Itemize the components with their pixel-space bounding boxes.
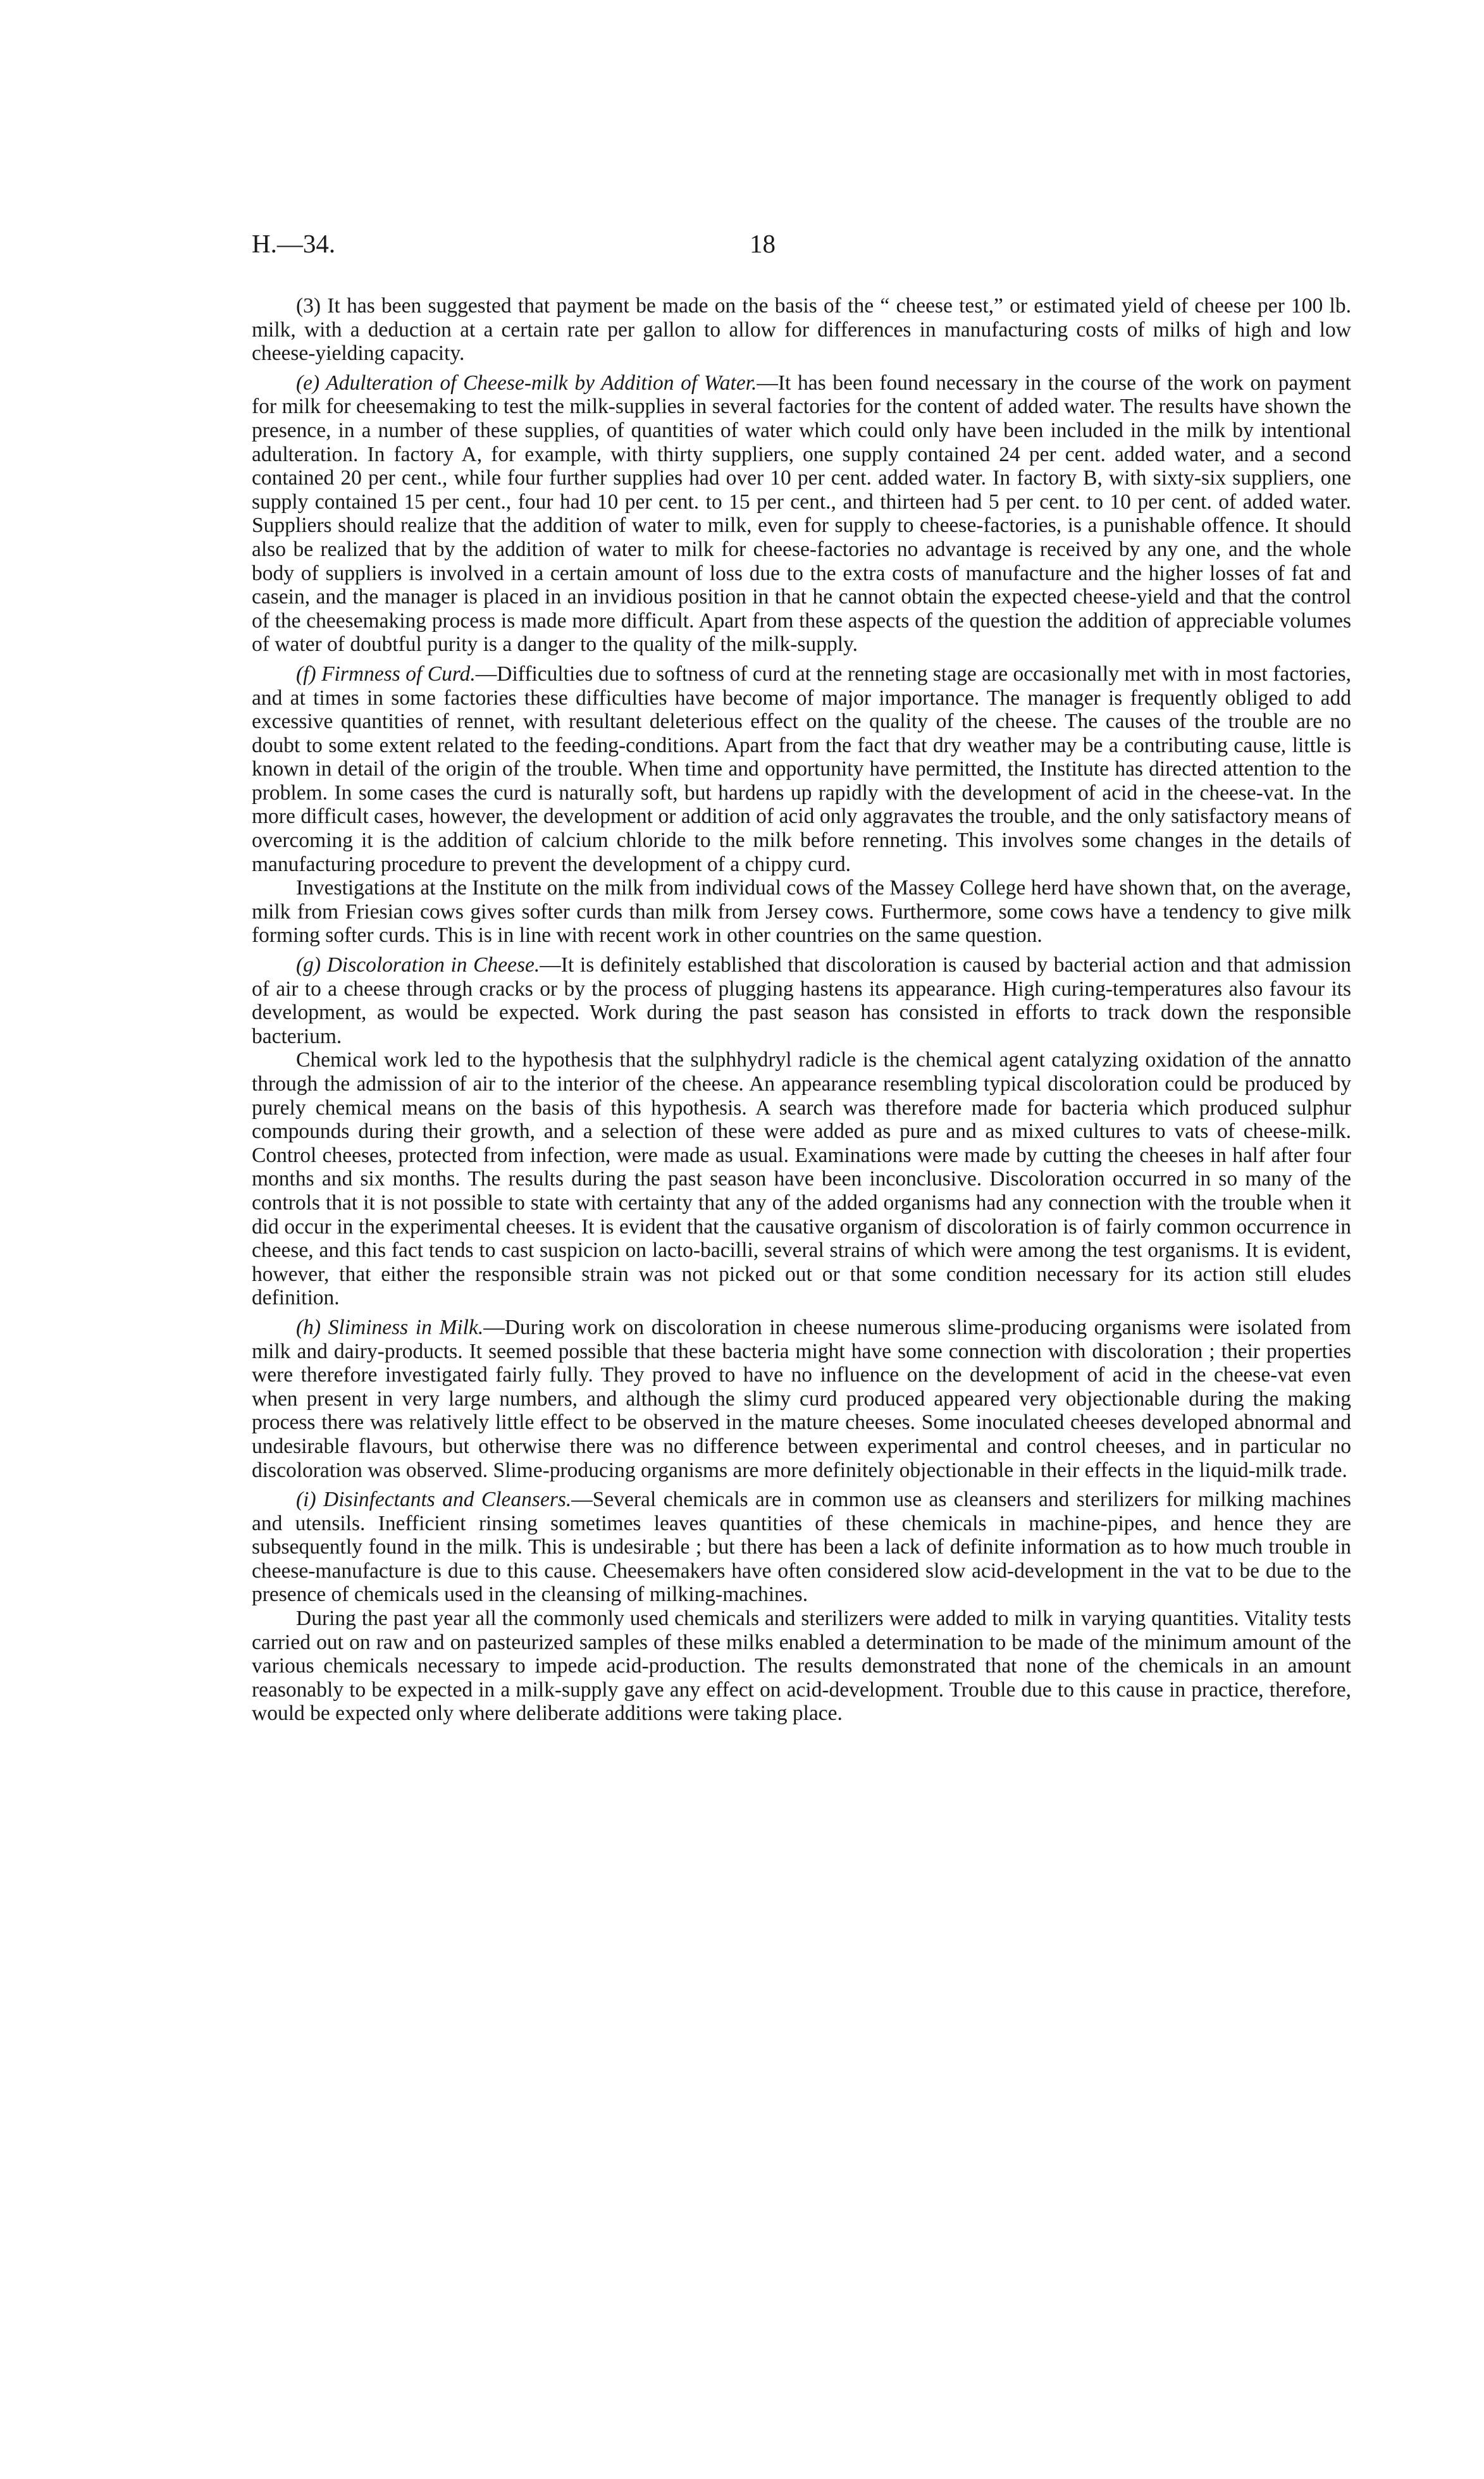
section-heading: (g) Discoloration in Cheese. — [296, 953, 540, 977]
document-page — [252, 225, 1351, 1731]
paragraph — [252, 371, 1351, 657]
paragraph — [252, 1488, 1351, 1607]
page-number: 18 — [750, 229, 776, 258]
body-text — [252, 294, 1351, 1726]
paragraph-text: —It has been found necessary in the course of the work on payment for milk for cheesemaking to test the milk-supplies in several factories for the content of added water. The results have shown the presence, in a number of these supplies, of quantities of water which could only have been included in the milk by intentional adulteration. In factory A, for example, with thirty suppliers, one supply contained 24 per cent. added water, and a second contained 20 per cent., while four further supplies had over 10 per cent. added water. In factory B, with sixty-six suppliers, one supply contained 15 per cent., four had 10 per cent. to 15 per cent., and thirteen had 5 per cent. to 10 per cent. of added water. Suppliers should realize that the addition of water to milk, even for supply to cheese-factories, is a punishable offence. It should also be realized that by the addition of water to milk for cheese-factories no advantage is received by any one, and the whole body of suppliers is involved in a certain amount of loss due to the extra costs of manufacture and the higher losses of fat and casein, and the manager is placed in an invidious position in that he cannot obtain the expected cheese-yield and that the control of the cheesemaking process is made more difficult. Apart from these aspects of the question the addition of appreciable volumes of water of doubtful purity is a danger to the quality of the milk-supply. — [252, 371, 1351, 657]
section-heading: (h) Sliminess in Milk. — [296, 1315, 484, 1339]
section-heading: (e) Adulteration of Cheese-milk by Addition of Water. — [296, 371, 757, 395]
paragraph — [252, 662, 1351, 876]
paragraph — [252, 294, 1351, 366]
paragraph — [252, 1048, 1351, 1310]
paragraph — [252, 1607, 1351, 1726]
paragraph — [252, 1316, 1351, 1482]
page-header — [252, 225, 1351, 263]
section-heading: (i) Disinfectants and Cleansers. — [296, 1488, 572, 1512]
paragraph-text: —It is definitely established that discoloration is caused by bacterial action and that admission of air to a cheese through cracks or by the process of plugging hastens its appearance. High curing-temperatures also favour its development, as would be expected. Work during the past season has consisted in efforts to track down the responsible bacterium. — [252, 953, 1351, 1048]
paragraph-text: —During work on discoloration in cheese numerous slime-producing organisms were isolated from milk and dairy-products. It seemed possible that these bacteria might have some connection with discoloration ; their properties were therefore investigated fairly fully. They proved to have no influence on the development of acid in the cheese-vat even when present in very large numbers, and although the slimy curd produced appeared very objectionable during the making process there was relatively little effect to be observed in the mature cheeses. Some inoculated cheeses developed abnormal and undesirable flavours, but otherwise there was no difference between experimental and control cheeses, and in particular no discoloration was observed. Slime-producing organisms are more definitely objectionable in their effects in the liquid-milk trade. — [252, 1315, 1351, 1482]
paragraph-text: Chemical work led to the hypothesis that the sulphhydryl radicle is the chemical agent catalyzing oxidation of the annatto through the admission of air to the interior of the cheese. An appearance resembling typical discoloration could be produced by purely chemical means on the basis of this hypothesis. A search was therefore made for bacteria which produced sulphur compounds during their growth, and a selection of these were added as pure and as mixed cultures to vats of cheese-milk. Control cheeses, protected from infection, were made as usual. Examinations were made by cutting the cheeses in half after four months and six months. The results during the past season have been inconclusive. Discoloration occurred in so many of the controls that it is not possible to state with certainty that any of the added organisms had any connection with the trouble when it did occur in the experimental cheeses. It is evident that the causative organism of discoloration is of fairly common occurrence in cheese, and this fact tends to cast suspicion on lacto-bacilli, several strains of which were among the test organisms. It is evident, however, that either the responsible strain was not picked out or that some condition necessary for its action still eludes definition. — [252, 1048, 1351, 1310]
paragraph-text: (3) It has been suggested that payment be made on the basis of the “ cheese test,” or estimated yield of cheese per 100 lb. milk, with a deduction at a certain rate per gallon to allow for differences in manufacturing costs of milks of high and low cheese-yielding capacity. — [252, 294, 1351, 366]
paragraph-text: During the past year all the commonly used chemicals and sterilizers were added to milk in varying quantities. Vitality tests carried out on raw and on pasteurized samples of these milks enabled a determination to be made of the minimum amount of the various chemicals necessary to impede acid-production. The results demonstrated that none of the chemicals in an amount reasonably to be expected in a milk-supply gave any effect on acid-development. Trouble due to this cause in practice, therefore, would be expected only where deliberate additions were taking place. — [252, 1607, 1351, 1726]
paragraph-text: —Several chemicals are in common use as cleansers and sterilizers for milking machines and utensils. Inefficient rinsing sometimes leaves quantities of these chemicals in machine-pipes, and hence they are subsequently found in the milk. This is undesirable ; but there has been a lack of definite information as to how much trouble in cheese-manufacture is due to this cause. Cheesemakers have often considered slow acid-development in the vat to be due to the presence of chemicals used in the cleansing of milking-machines. — [252, 1488, 1351, 1607]
paragraph-text: Investigations at the Institute on the milk from individual cows of the Massey College herd have shown that, on the average, milk from Friesian cows gives softer curds than milk from Jersey cows. Furthermore, some cows have a tendency to give milk forming softer curds. This is in line with recent work in other countries on the same question. — [252, 876, 1351, 948]
paragraph — [252, 953, 1351, 1048]
paragraph — [252, 876, 1351, 948]
document-reference: H.—34. — [252, 229, 336, 258]
section-heading: (f) Firmness of Curd. — [296, 662, 476, 686]
paragraph-text: —Difficulties due to softness of curd at the renneting stage are occasionally met with in most factories, and at times in some factories these difficulties have become of major importance. The manager is frequently obliged to add excessive quantities of rennet, with resultant deleterious effect on the quality of the cheese. The causes of the trouble are no doubt to some extent related to the feeding-conditions. Apart from the fact that dry weather may be a contributing cause, little is known in detail of the origin of the trouble. When time and opportunity have permitted, the Institute has directed attention to the problem. In some cases the curd is naturally soft, but hardens up rapidly with the development of acid in the cheese-vat. In the more difficult cases, however, the development or addition of acid only aggravates the trouble, and the only satisfactory means of overcoming it is the addition of calcium chloride to the milk before renneting. This involves some changes in the details of manufacturing procedure to prevent the development of a chippy curd. — [252, 662, 1351, 876]
